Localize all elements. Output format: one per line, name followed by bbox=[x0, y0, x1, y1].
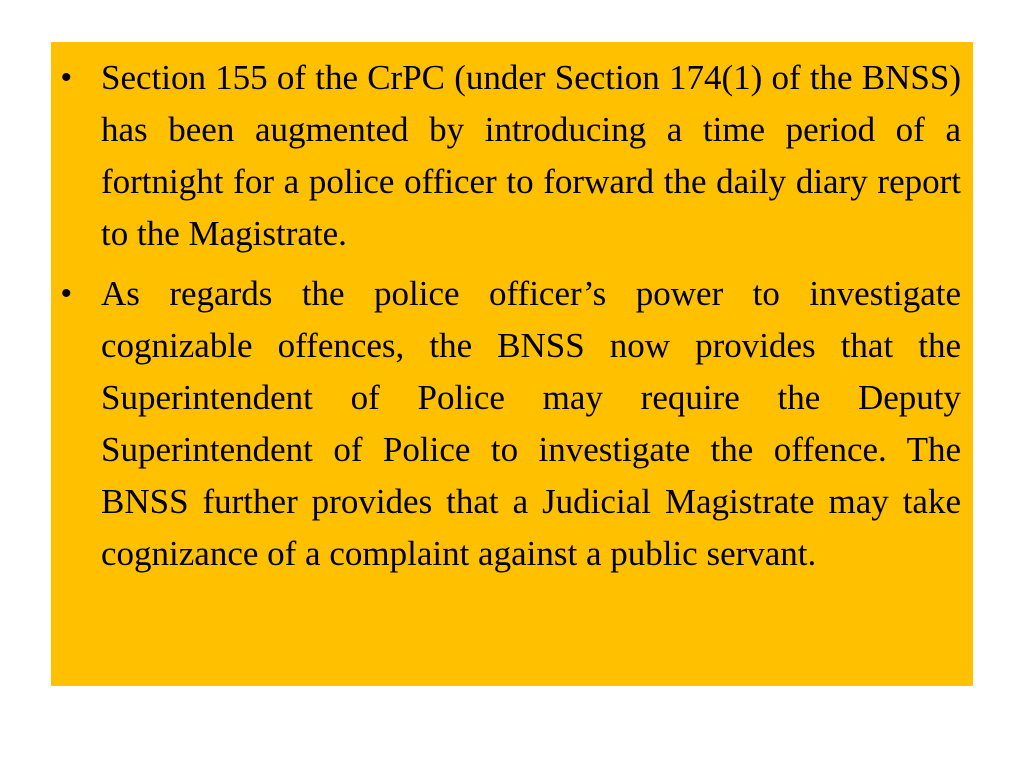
bullet-item-investigation-powers bbox=[51, 268, 961, 580]
bullet-text: As regards the police officer’s power to investigate cognizable offences, the BNSS now provides that the Superintendent of Police may require the Deputy Superintendent of Police to investigate the offence. The BNSS further provides that a Judicial Magistrate may take cognizance of a complaint against a public servant. bbox=[101, 274, 961, 573]
bullet-text: Section 155 of the CrPC (under Section 174(1) of the BNSS) has been augmented by introducing a time period of a fortnight for a police officer to forward the daily diary report to the Magistrate. bbox=[101, 58, 961, 253]
bullet-item-crpc-section-155 bbox=[51, 52, 961, 260]
bullet-icon: • bbox=[61, 277, 72, 310]
bullet-list bbox=[51, 52, 961, 580]
bullet-icon: • bbox=[61, 61, 72, 94]
content-box bbox=[51, 42, 973, 686]
